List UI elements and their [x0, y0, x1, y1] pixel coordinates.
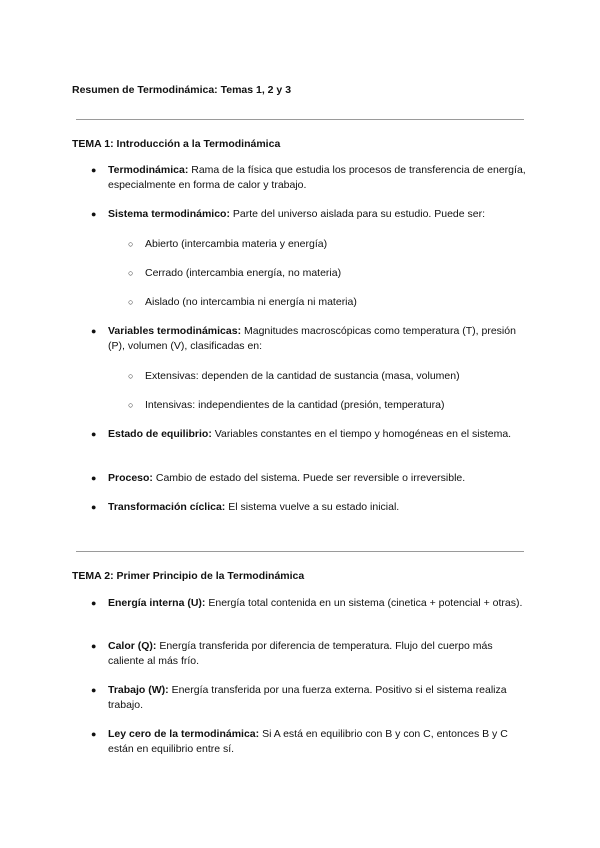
- sub-item-text: Extensivas: dependen de la cantidad de sustancia (masa, volumen): [145, 370, 460, 382]
- item-term: Ley cero de la termodinámica:: [108, 728, 260, 740]
- item-term: Energía interna (U):: [108, 597, 206, 609]
- item-term: Trabajo (W):: [108, 684, 169, 696]
- item-text: El sistema vuelve a su estado inicial.: [228, 501, 400, 513]
- list-item: [91, 207, 528, 222]
- sub-list-item: [128, 237, 525, 252]
- circle-bullet-icon: ○: [128, 268, 134, 278]
- circle-bullet-icon: ○: [128, 297, 134, 307]
- item-text: Cambio de estado del sistema. Puede ser reversible o irreversible.: [155, 472, 466, 484]
- divider: [76, 119, 524, 120]
- circle-bullet-icon: ○: [128, 371, 134, 381]
- sub-list-item: [128, 266, 525, 281]
- item-text: Energía transferida por diferencia de temperatura. Flujo del cuerpo más caliente al más frío.: [108, 640, 493, 667]
- list-item: [91, 683, 528, 713]
- item-term: Calor (Q):: [108, 640, 157, 652]
- sub-list-item: [128, 295, 525, 310]
- item-term: Termodinámica:: [108, 164, 189, 176]
- sub-item-text: Cerrado (intercambia energía, no materia): [145, 267, 342, 279]
- list-item: [91, 639, 528, 669]
- list-item: [91, 163, 528, 193]
- item-term: Proceso:: [108, 472, 153, 484]
- divider: [76, 551, 524, 552]
- circle-bullet-icon: ○: [128, 400, 134, 410]
- document-title: Resumen de Termodinámica: Temas 1, 2 y 3: [72, 84, 292, 96]
- bullet-icon: ●: [91, 502, 97, 512]
- section-heading: TEMA 1: Introducción a la Termodinámica: [72, 138, 281, 150]
- list-item: [91, 427, 528, 442]
- item-text: Variables constantes en el tiempo y homogéneas en el sistema.: [214, 428, 512, 440]
- bullet-icon: ●: [91, 685, 97, 695]
- item-text: Si A está en equilibrio con B y con C, entonces B y C están en equilibrio entre sí.: [108, 728, 508, 755]
- item-text: Rama de la física que estudia los procesos de transferencia de energía, especialmente en forma de calor y trabajo.: [108, 164, 526, 191]
- sub-item-text: Aislado (no intercambia ni energía ni materia): [145, 296, 357, 308]
- sub-item-text: Abierto (intercambia materia y energía): [145, 238, 328, 250]
- item-term: Estado de equilibrio:: [108, 428, 212, 440]
- sub-item-text: Intensivas: independientes de la cantidad (presión, temperatura): [145, 399, 445, 411]
- bullet-icon: ●: [91, 473, 97, 483]
- item-text: Energía transferida por una fuerza externa. Positivo si el sistema realiza trabajo.: [108, 684, 507, 711]
- circle-bullet-icon: ○: [128, 239, 134, 249]
- bullet-icon: ●: [91, 429, 97, 439]
- bullet-icon: ●: [91, 598, 97, 608]
- item-text: Magnitudes macroscópicas como temperatura (T), presión (P), volumen (V), clasificadas en:: [108, 325, 516, 352]
- list-item: [91, 727, 528, 757]
- list-item: [91, 471, 528, 486]
- bullet-icon: ●: [91, 209, 97, 219]
- item-text: Parte del universo aislada para su estudio. Puede ser:: [232, 208, 486, 220]
- list-item: [91, 500, 528, 515]
- bullet-icon: ●: [91, 729, 97, 739]
- item-term: Sistema termodinámico:: [108, 208, 230, 220]
- list-item: [91, 324, 528, 354]
- bullet-icon: ●: [91, 641, 97, 651]
- list-item: [91, 596, 528, 611]
- bullet-icon: ●: [91, 326, 97, 336]
- item-text: Energía total contenida en un sistema (cinetica + potencial + otras).: [208, 597, 523, 609]
- bullet-icon: ●: [91, 165, 97, 175]
- item-term: Variables termodinámicas:: [108, 325, 242, 337]
- sub-list-item: [128, 369, 525, 384]
- sub-list-item: [128, 398, 525, 413]
- section-heading: TEMA 2: Primer Principio de la Termodinámica: [72, 570, 305, 582]
- item-term: Transformación cíclica:: [108, 501, 226, 513]
